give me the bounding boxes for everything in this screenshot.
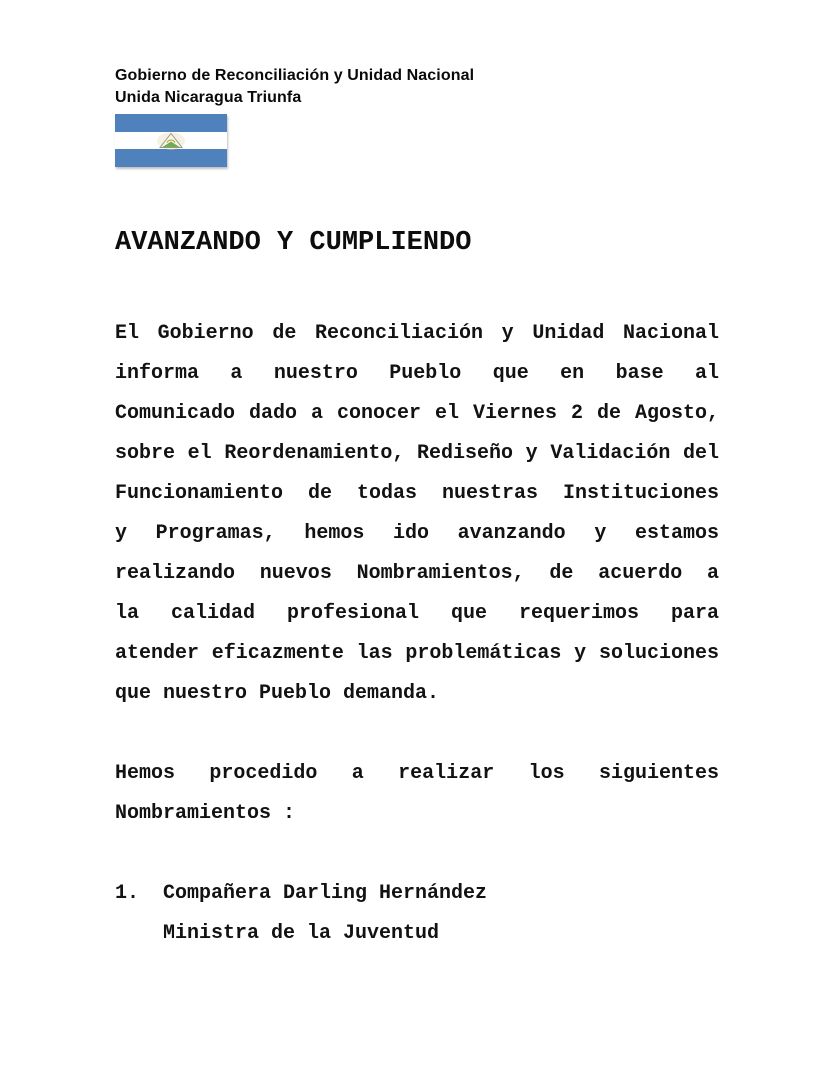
text-line: Nombramientos : <box>115 802 296 825</box>
text-line: que nuestro Pueblo demanda. <box>115 682 440 705</box>
text-line: informa a nuestro Pueblo que en base al <box>115 362 719 385</box>
letterhead <box>115 65 825 109</box>
nicaragua-flag-icon <box>115 114 227 167</box>
appointment-name: Compañera Darling Hernández <box>163 882 488 905</box>
text-line: Hemos procedido a realizar los siguientes <box>115 762 719 785</box>
letterhead-line-2: Unida Nicaragua Triunfa <box>115 89 302 106</box>
body-paragraph-1 <box>115 314 719 714</box>
text-line: la calidad profesional que requerimos para <box>115 602 719 625</box>
appointment-role: Ministra de la Juventud <box>163 922 440 945</box>
appointment-number: 1. <box>115 882 140 905</box>
text-line: Comunicado dado a conocer el Viernes 2 de Agosto, <box>115 402 719 425</box>
text-line: El Gobierno de Reconciliación y Unidad Nacional <box>115 322 719 345</box>
document-title: AVANZANDO Y CUMPLIENDO <box>115 228 472 258</box>
text-line: Funcionamiento de todas nuestras Instituciones <box>115 482 719 505</box>
text-line: atender eficazmente las problemáticas y soluciones <box>115 642 719 665</box>
body-paragraph-2 <box>115 754 719 834</box>
coat-of-arms-icon <box>157 133 185 150</box>
appointment-item <box>115 874 719 954</box>
letterhead-line-1: Gobierno de Reconciliación y Unidad Nacional <box>115 67 475 84</box>
text-line: realizando nuevos Nombramientos, de acuerdo a <box>115 562 719 585</box>
text-line: sobre el Reordenamiento, Rediseño y Validación del <box>115 442 719 465</box>
text-line: y Programas, hemos ido avanzando y estamos <box>115 522 719 545</box>
